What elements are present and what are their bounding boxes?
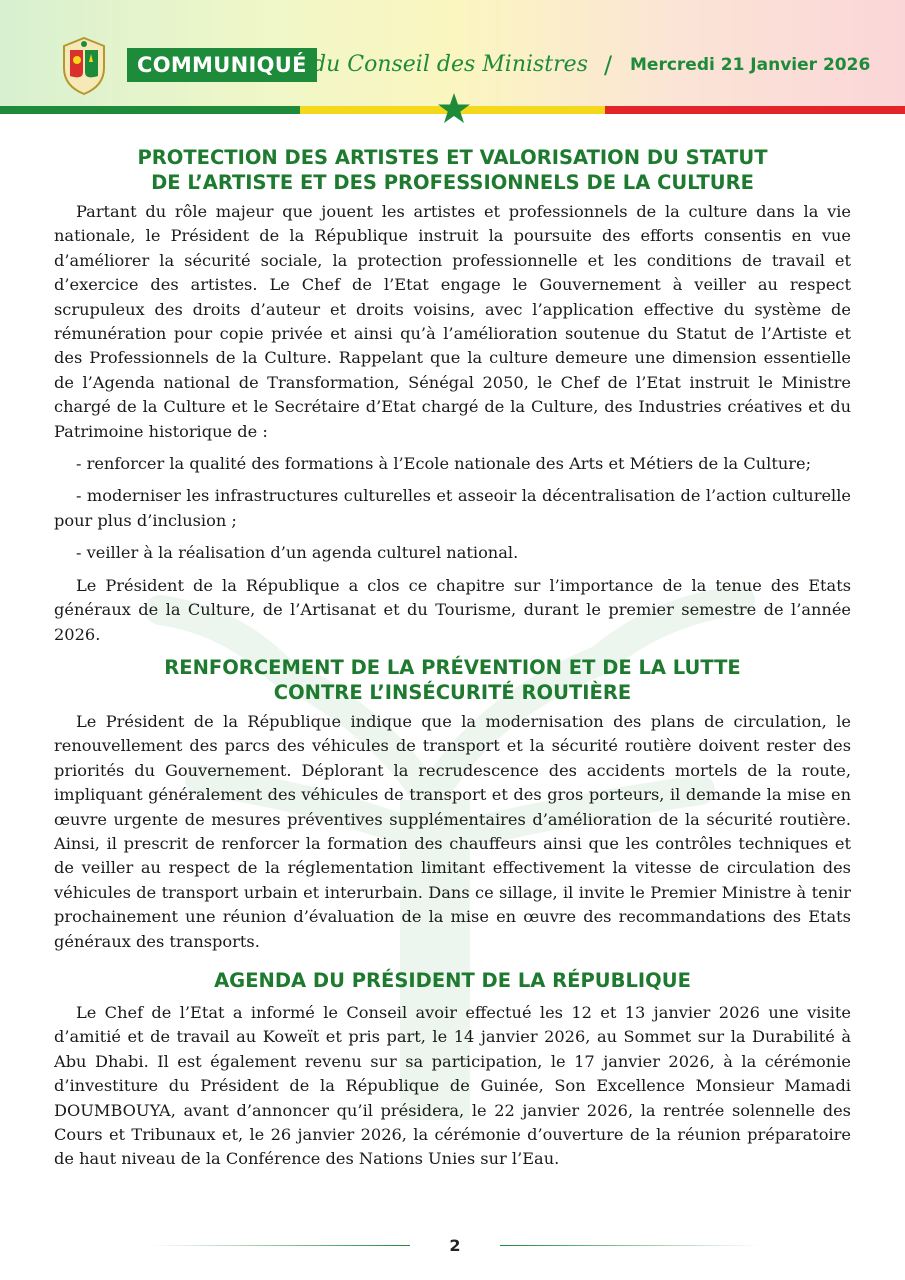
section-title-line2: DE L’ARTISTE ET DES PROFESSIONNELS DE LA CULTURE	[151, 171, 754, 194]
paragraph: Le Président de la République indique que la modernisation des plans de circulation, le renouvellement des parcs des véhicules de transport et la sécurité routière doivent rester des priorités du Gouvernement. Déplorant la recrudescence des accidents mortels de la route, impliquant généralement des véhicules de transport et des gros porteurs, il demande la mise en œuvre urgente de mesures préventives supplémentaires d’amélioration de la sécurité routière. Ainsi, il prescrit de renforcer la formation des chauffeurs ainsi que les contrôles techniques et de veiller au respect de la réglementation limitant effectivement la vitesse de circulation des véhicules de transport urbain et interurbain. Dans ce sillage, il invite le Premier Ministre à tenir prochainement une réunion d’évaluation de la mise en œuvre des recommandations des Etats généraux des transports.	[54, 711, 851, 951]
tricolor-green	[0, 106, 300, 114]
bullet-item: - moderniser les infrastructures culturelles et asseoir la décentralisation de l’action culturelle pour plus d’inclusion ;	[54, 486, 851, 530]
section-title-line1: PROTECTION DES ARTISTES ET VALORISATION DU STATUT	[137, 146, 768, 169]
section-road-safety	[54, 655, 851, 954]
header-banner	[0, 0, 905, 106]
section-title-road-safety	[54, 655, 851, 705]
paragraph: Le Chef de l’Etat a informé le Conseil avoir effectué les 12 et 13 janvier 2026 une visite d’amitié et de travail au Koweït et pris part, le 14 janvier 2026, au Sommet sur la Durabilité à Abu Dhabi. Il est également revenu sur sa participation, le 17 janvier 2026, à la cérémonie d’investiture du Président de la République de Guinée, Son Excellence Monsieur Mamadi DOUMBOUYA, avant d’annoncer qu’il présidera, le 22 janvier 2026, la rentrée solennelle des Cours et Tribunaux et, le 26 janvier 2026, la cérémonie d’ouverture de la réunion préparatoire de haut niveau de la Conférence des Nations Unies sur l’Eau.	[54, 1002, 851, 1169]
page-number: 2	[449, 1236, 461, 1255]
section-title-line1: AGENDA DU PRÉSIDENT DE LA RÉPUBLIQUE	[214, 968, 691, 992]
communique-badge: COMMUNIQUÉ	[127, 48, 317, 82]
footer-divider-left	[150, 1245, 410, 1246]
tricolor-red	[605, 106, 905, 114]
senegal-coat-of-arms-icon	[60, 36, 108, 96]
section-title-line2: CONTRE L’INSÉCURITÉ ROUTIÈRE	[273, 680, 632, 704]
paragraph: Le Président de la République a clos ce chapitre sur l’importance de la tenue des Etats généraux de la Culture, de l’Artisanat et du Tourisme, durant le premier semestre de l’année 2026.	[54, 575, 851, 644]
section-title-agenda	[54, 968, 851, 993]
section-agenda	[54, 968, 851, 1172]
header-subtitle: du Conseil des Ministres	[312, 52, 588, 77]
footer-divider-right	[500, 1245, 760, 1246]
bullet-item: - renforcer la qualité des formations à l’Ecole nationale des Arts et Métiers de la Culture;	[76, 454, 812, 474]
section-title-line1: RENFORCEMENT DE LA PRÉVENTION ET DE LA LUTTE	[164, 655, 741, 679]
paragraph: Partant du rôle majeur que jouent les artistes et professionnels de la culture dans la vie nationale, le Président de la République instruit la poursuite des efforts consentis en vue d’améliorer la sécurité sociale, la protection professionnelle et les conditions de travail et d’exercice des artistes. Le Chef de l’Etat engage le Gouvernement à veiller au respect scrupuleux des droits d’auteur et droits voisins, avec l’application effective du système de rémunération pour copie privée et ainsi qu’à l’amélioration soutenue du Statut de l’Artiste et des Professionnels de la Culture. Rappelant que la culture demeure une dimension essentielle de l’Agenda national de Transformation, Sénégal 2050, le Chef de l’Etat instruit le Ministre chargé de la Culture et le Secrétaire d’Etat chargé de la Culture, des Industries créatives et du Patrimoine historique de :	[54, 202, 851, 441]
main-content	[54, 145, 851, 1172]
header-date: Mercredi 21 Janvier 2026	[630, 55, 871, 75]
section-title-artists	[54, 145, 851, 195]
section-artists	[54, 145, 851, 647]
header-separator: /	[604, 51, 613, 79]
green-star-icon	[437, 92, 471, 126]
bullet-item: - veiller à la réalisation d’un agenda culturel national.	[76, 543, 519, 563]
